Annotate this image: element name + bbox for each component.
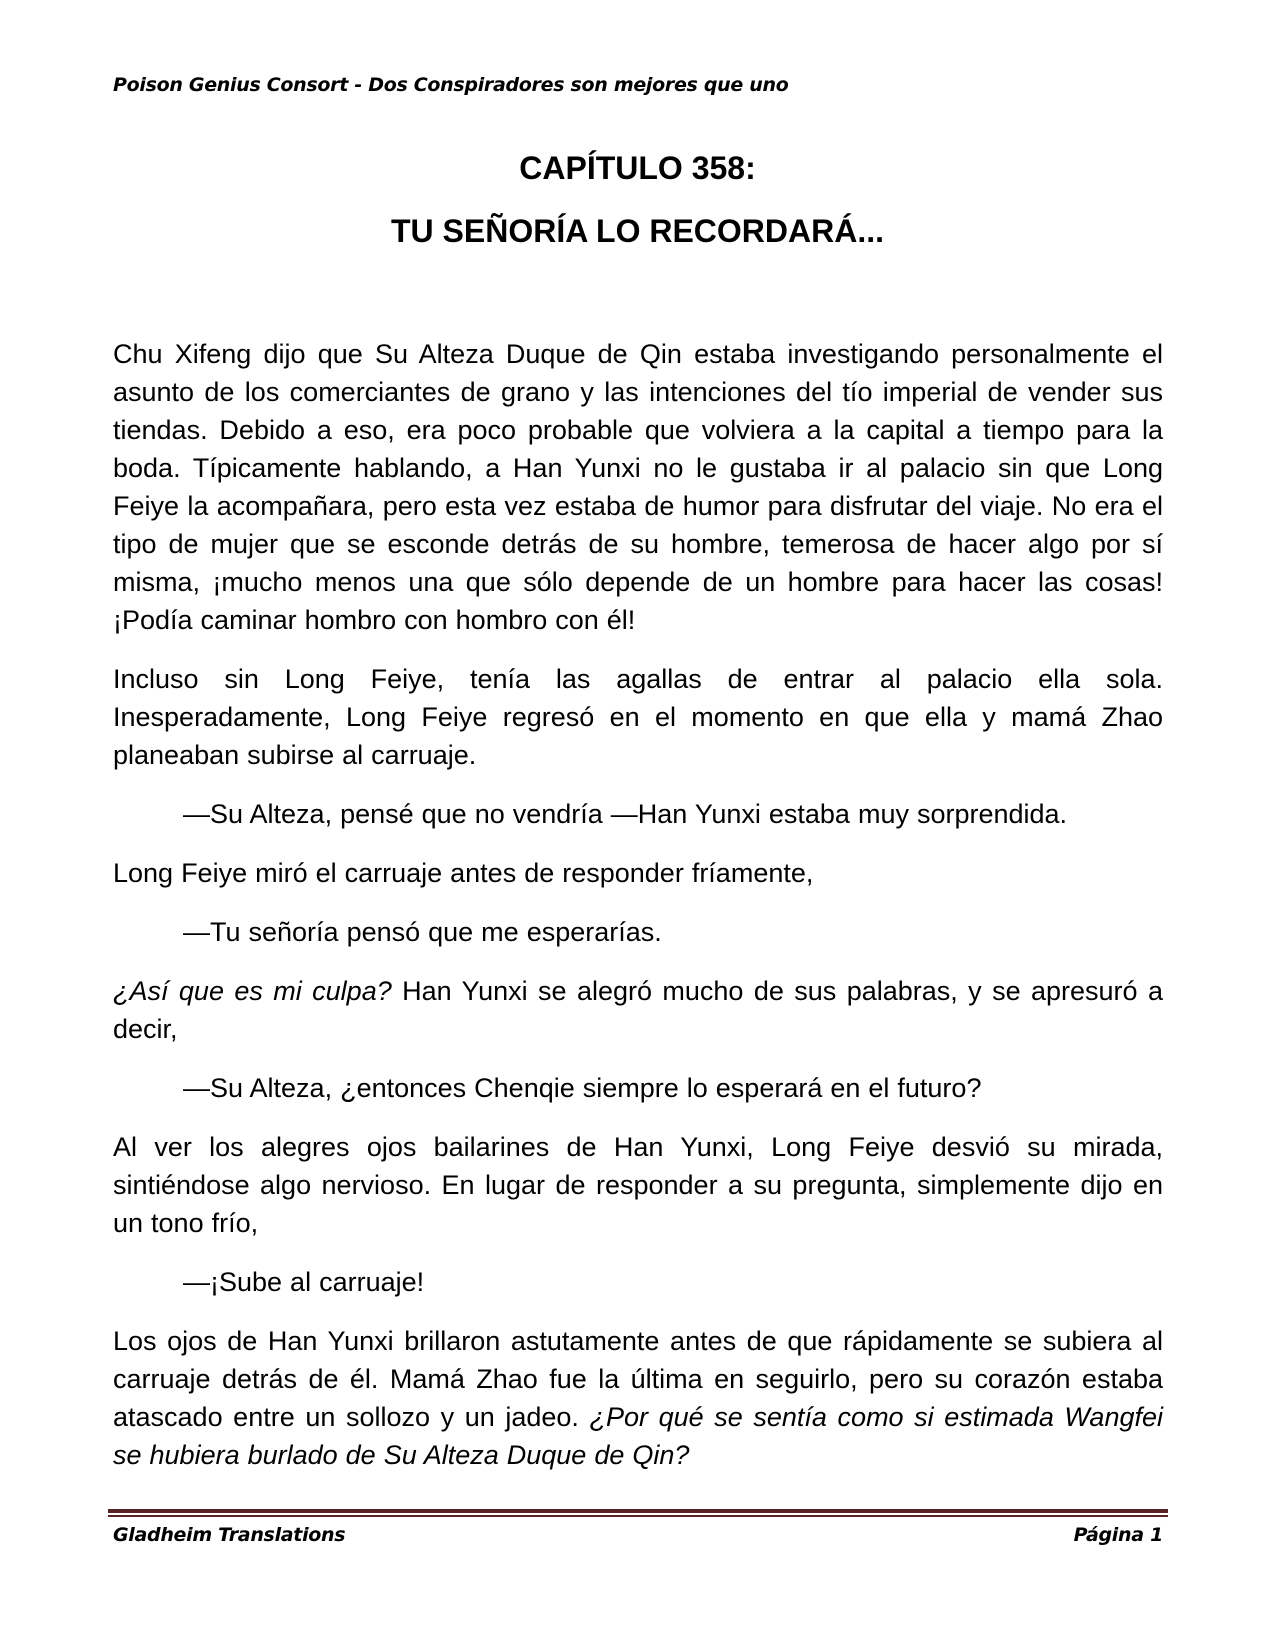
- chapter-title: TU SEÑORÍA LO RECORDARÁ...: [390, 213, 885, 249]
- inner-thought: ¿Por qué se sentía como si estimada Wangfei se hubiera burlado de Su Alteza Duque de Qin?: [113, 1402, 1163, 1470]
- paragraph: [113, 335, 1163, 639]
- dialogue-text: —Tu señoría pensó que me esperarías.: [183, 917, 662, 947]
- page-number: Página 1: [1073, 1524, 1163, 1546]
- dialogue-line: [113, 1263, 1163, 1301]
- chapter-body: [113, 335, 1163, 1495]
- dialogue-text: —Su Alteza, ¿entonces Chenqie siempre lo esperará en el futuro?: [183, 1073, 982, 1103]
- paragraph: [113, 660, 1163, 774]
- dialogue-line: [113, 795, 1163, 833]
- paragraph: [113, 1128, 1163, 1242]
- paragraph: [113, 972, 1163, 1048]
- paragraph-text: Long Feiye miró el carruaje antes de responder fríamente,: [113, 858, 814, 888]
- dialogue-text: —¡Sube al carruaje!: [183, 1267, 425, 1297]
- footer-rule: [108, 1509, 1168, 1513]
- footer-translator: Gladheim Translations: [113, 1524, 346, 1546]
- dialogue-line: [113, 1069, 1163, 1107]
- paragraph-text: Los ojos de Han Yunxi brillaron astutamente antes de que rápidamente se subiera al carruaje detrás de él. Mamá Zhao fue la última en seguirlo, pero su corazón estaba atascado entre un sollozo y un jadeo.: [113, 1326, 1163, 1432]
- footer-rule-thin: [108, 1515, 1168, 1517]
- paragraph: [113, 854, 1163, 892]
- paragraph-text: Han Yunxi se alegró mucho de sus palabras, y se apresuró a decir,: [113, 976, 1163, 1044]
- dialogue-line: [113, 913, 1163, 951]
- paragraph-text: Chu Xifeng dijo que Su Alteza Duque de Qin estaba investigando personalmente el asunto de los comerciantes de grano y las intenciones del tío imperial de vender sus tiendas. Debido a eso, era poco probable que volviera a la capital a tiempo para la boda. Típicamente hablando, a Han Yunxi no le gustaba ir al palacio sin que Long Feiye la acompañara, pero esta vez estaba de humor para disfrutar del viaje. No era el tipo de mujer que se esconde detrás de su hombre, temerosa de hacer algo por sí misma, ¡mucho menos una que sólo depende de un hombre para hacer las cosas! ¡Podía caminar hombro con hombro con él!: [113, 339, 1163, 635]
- inner-thought: ¿Así que es mi culpa?: [113, 976, 392, 1006]
- running-header: Poison Genius Consort - Dos Conspiradores son mejores que uno: [113, 74, 789, 96]
- dialogue-text: —Su Alteza, pensé que no vendría —Han Yunxi estaba muy sorprendida.: [183, 799, 1068, 829]
- paragraph: [113, 1322, 1163, 1474]
- chapter-number: CAPÍTULO 358:: [519, 150, 756, 186]
- paragraph-text: Al ver los alegres ojos bailarines de Han Yunxi, Long Feiye desvió su mirada, sintiéndose algo nervioso. En lugar de responder a su pregunta, simplemente dijo en un tono frío,: [113, 1132, 1163, 1238]
- paragraph-text: Incluso sin Long Feiye, tenía las agallas de entrar al palacio ella sola. Inesperadamente, Long Feiye regresó en el momento en que ella y mamá Zhao planeaban subirse al carruaje.: [113, 664, 1163, 770]
